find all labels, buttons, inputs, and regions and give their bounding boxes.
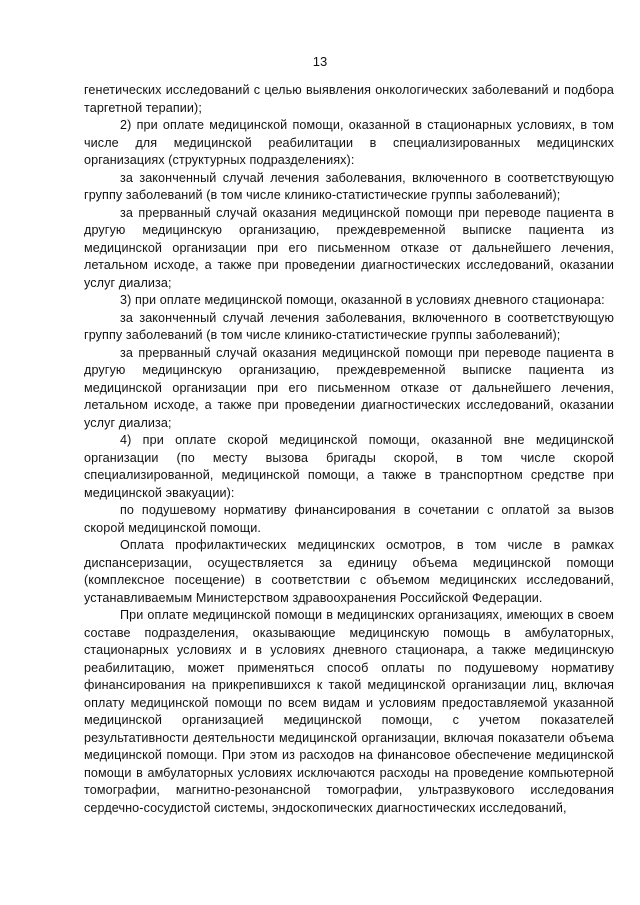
paragraph: за прерванный случай оказания медицинской помощи при переводе пациента в другую медицинскую организацию, преждевременной выписке пациента из медицинской организации при его письменном отказе от дальнейшего лечения, летальном исходе, а также при проведении диагностических исследований, оказании услуг диализа;	[84, 345, 614, 430]
paragraph: генетических исследований с целью выявления онкологических заболеваний и подбора таргетной терапии);	[84, 83, 614, 115]
paragraph: 3) при оплате медицинской помощи, оказанной в условиях дневного стационара:	[120, 293, 605, 307]
paragraph: за прерванный случай оказания медицинской помощи при переводе пациента в другую медицинскую организацию, преждевременной выписке пациента из медицинской организации при его письменном отказе от дальнейшего лечения, летальном исходе, а также при проведении диагностических исследований, оказании услуг диализа;	[84, 205, 614, 290]
paragraph: за законченный случай лечения заболевания, включенного в соответствующую группу заболеваний (в том числе клинико-статистические группы заболеваний);	[84, 170, 614, 202]
paragraph: 2) при оплате медицинской помощи, оказанной в стационарных условиях, в том числе для медицинской реабилитации в специализированных медицинских организациях (структурных подразделениях):	[84, 118, 614, 167]
paragraph: 4) при оплате скорой медицинской помощи, оказанной вне медицинской организации (по месту вызова бригады скорой, в том числе скорой специализированной, медицинской помощи, а также в транспортном средстве при медицинской эвакуации):	[84, 433, 614, 500]
paragraph: за законченный случай лечения заболевания, включенного в соответствующую группу заболеваний (в том числе клинико-статистические группы заболеваний);	[84, 310, 614, 342]
paragraph: При оплате медицинской помощи в медицинских организациях, имеющих в своем составе подразделения, оказывающие медицинскую помощь в амбулаторных, стационарных условиях и в условиях дневного стационара, а также медицинскую реабилитацию, может применяться способ оплаты по подушевому нормативу финансирования на прикрепившихся к такой медицинской организации лиц, включая оплату медицинской помощи по всем видам и условиям предоставляемой указанной медицинской организацией медицинской помощи, с учетом показателей результативности деятельности медицинской организации, включая показатели объема медицинской помощи. При этом из расходов на финансовое обеспечение медицинской помощи в амбулаторных условиях исключаются расходы на проведение компьютерной томографии, магнитно-резонансной томографии, ультразвукового исследования сердечно-сосудистой системы, эндоскопических диагностических исследований,	[84, 608, 614, 815]
paragraph: по подушевому нормативу финансирования в сочетании с оплатой за вызов скорой медицинской помощи.	[84, 503, 614, 535]
paragraph: Оплата профилактических медицинских осмотров, в том числе в рамках диспансеризации, осуществляется за единицу объема медицинской помощи (комплексное посещение) в соответствии с объемом медицинских исследований, устанавливаемым Министерством здравоохранения Российской Федерации.	[84, 538, 614, 605]
page-number: 13	[312, 54, 328, 69]
document-body	[84, 82, 614, 817]
